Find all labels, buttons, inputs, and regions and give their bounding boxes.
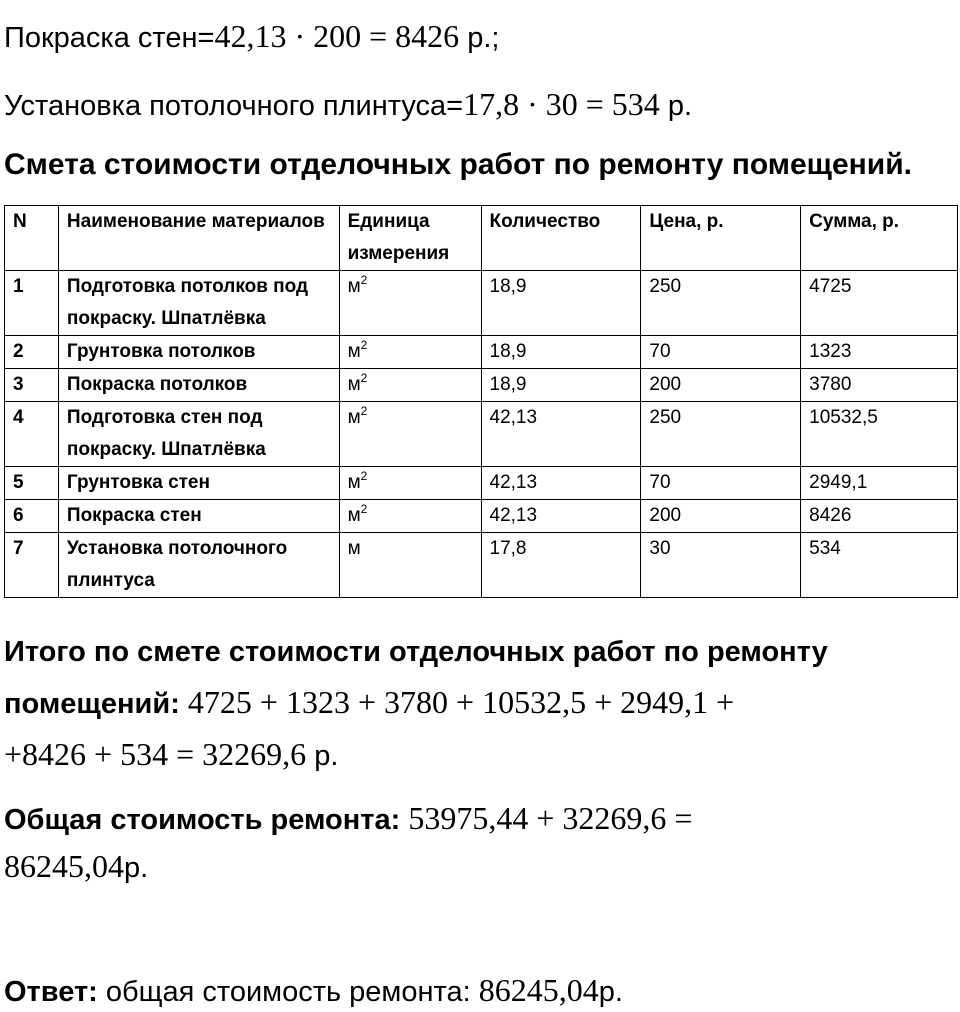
row-unit xyxy=(339,533,481,598)
overall-expr-line1: 53975,44 + 32269,6 = xyxy=(408,800,693,836)
row-qty: 42,13 xyxy=(481,467,641,500)
row-unit-sup: 2 xyxy=(360,273,368,287)
row-unit xyxy=(339,402,481,467)
calc-walls-paint-unit: р.; xyxy=(459,22,500,54)
calc-walls-paint xyxy=(4,16,499,58)
row-sum: 534 xyxy=(801,533,958,598)
row-sum: 8426 xyxy=(801,500,958,533)
row-sum: 1323 xyxy=(801,336,958,369)
row-price: 200 xyxy=(641,369,801,402)
table-row xyxy=(5,500,958,533)
estimate-table xyxy=(4,205,958,598)
row-number: 5 xyxy=(5,467,59,500)
row-unit-text: м xyxy=(347,472,361,493)
answer-value: 86245,04 xyxy=(478,972,599,1008)
row-name: Подготовка потолков под покраску. Шпатлёвка xyxy=(58,271,339,336)
total-line2 xyxy=(4,682,734,724)
row-name: Подготовка стен под покраску. Шпатлёвка xyxy=(58,402,339,467)
row-price: 30 xyxy=(641,533,801,598)
row-qty: 18,9 xyxy=(481,271,641,336)
row-name: Покраска потолков xyxy=(58,369,339,402)
row-name: Установка потолочного плинтуса xyxy=(58,533,339,598)
col-header-qty: Количество xyxy=(481,206,641,271)
row-unit xyxy=(339,336,481,369)
answer-text: общая стоимость ремонта: xyxy=(97,976,479,1008)
total-unit: р. xyxy=(306,740,339,772)
row-unit-text: м xyxy=(347,374,361,395)
row-unit xyxy=(339,369,481,402)
row-unit-text: м xyxy=(347,538,361,559)
row-number: 3 xyxy=(5,369,59,402)
answer-label: Ответ: xyxy=(4,976,98,1008)
total-label-line1: Итого по смете стоимости отделочных работ по ремонту xyxy=(4,636,828,668)
row-price: 70 xyxy=(641,336,801,369)
overall-label: Общая стоимость ремонта: xyxy=(4,804,409,836)
row-number: 4 xyxy=(5,402,59,467)
row-number: 1 xyxy=(5,271,59,336)
answer-line xyxy=(4,970,623,1012)
row-name: Грунтовка стен xyxy=(58,467,339,500)
row-unit-text: м xyxy=(347,276,361,297)
table-row xyxy=(5,467,958,500)
table-row xyxy=(5,402,958,467)
row-price: 250 xyxy=(641,271,801,336)
row-unit xyxy=(339,467,481,500)
table-row xyxy=(5,369,958,402)
row-sum: 4725 xyxy=(801,271,958,336)
row-unit-sup: 2 xyxy=(360,338,368,352)
col-header-name: Наименование материалов xyxy=(58,206,339,271)
overall-line1 xyxy=(4,798,692,840)
table-row xyxy=(5,336,958,369)
row-unit xyxy=(339,271,481,336)
row-name: Грунтовка потолков xyxy=(58,336,339,369)
row-number: 7 xyxy=(5,533,59,598)
row-unit-sup: 2 xyxy=(360,502,368,516)
answer-unit: р. xyxy=(598,976,623,1008)
row-price: 250 xyxy=(641,402,801,467)
total-line3 xyxy=(4,734,338,776)
row-name: Покраска стен xyxy=(58,500,339,533)
row-number: 2 xyxy=(5,336,59,369)
total-expr-line3: +8426 + 534 = 32269,6 xyxy=(4,736,307,772)
row-price: 70 xyxy=(641,467,801,500)
overall-unit: р. xyxy=(124,852,149,884)
overall-expr-line2: 86245,04 xyxy=(4,848,124,884)
row-price: 200 xyxy=(641,500,801,533)
table-row xyxy=(5,271,958,336)
overall-line2 xyxy=(4,846,148,888)
col-header-n: N xyxy=(5,206,59,271)
row-qty: 42,13 xyxy=(481,500,641,533)
row-qty: 18,9 xyxy=(481,369,641,402)
row-qty: 17,8 xyxy=(481,533,641,598)
table-header-row xyxy=(5,206,958,271)
row-unit-sup: 2 xyxy=(360,469,368,483)
row-unit xyxy=(339,500,481,533)
table-row xyxy=(5,533,958,598)
calc-plinth-label: Установка потолочного плинтуса= xyxy=(4,90,464,122)
calc-walls-paint-label: Покраска стен= xyxy=(4,22,215,54)
total-expr-line2: 4725 + 1323 + 3780 + 10532,5 + 2949,1 + xyxy=(187,684,735,720)
row-unit-sup: 2 xyxy=(360,404,368,418)
calc-walls-paint-expr: 42,13 · 200 = 8426 xyxy=(214,18,460,54)
row-sum: 2949,1 xyxy=(801,467,958,500)
row-qty: 18,9 xyxy=(481,336,641,369)
row-sum: 3780 xyxy=(801,369,958,402)
row-sum: 10532,5 xyxy=(801,402,958,467)
row-unit-sup: 2 xyxy=(360,371,368,385)
row-qty: 42,13 xyxy=(481,402,641,467)
row-unit-text: м xyxy=(347,341,361,362)
calc-plinth-unit: р. xyxy=(659,90,693,122)
row-unit-text: м xyxy=(347,505,361,526)
col-header-unit: Единица измерения xyxy=(339,206,481,271)
row-unit-text: м xyxy=(347,407,361,428)
col-header-sum: Сумма, р. xyxy=(801,206,958,271)
calc-plinth xyxy=(4,84,692,126)
calc-plinth-expr: 17,8 · 30 = 534 xyxy=(463,86,660,122)
estimate-heading: Смета стоимости отделочных работ по ремонту помещений. xyxy=(4,148,913,181)
total-label-line2: помещений: xyxy=(4,688,188,720)
row-number: 6 xyxy=(5,500,59,533)
col-header-price: Цена, р. xyxy=(641,206,801,271)
